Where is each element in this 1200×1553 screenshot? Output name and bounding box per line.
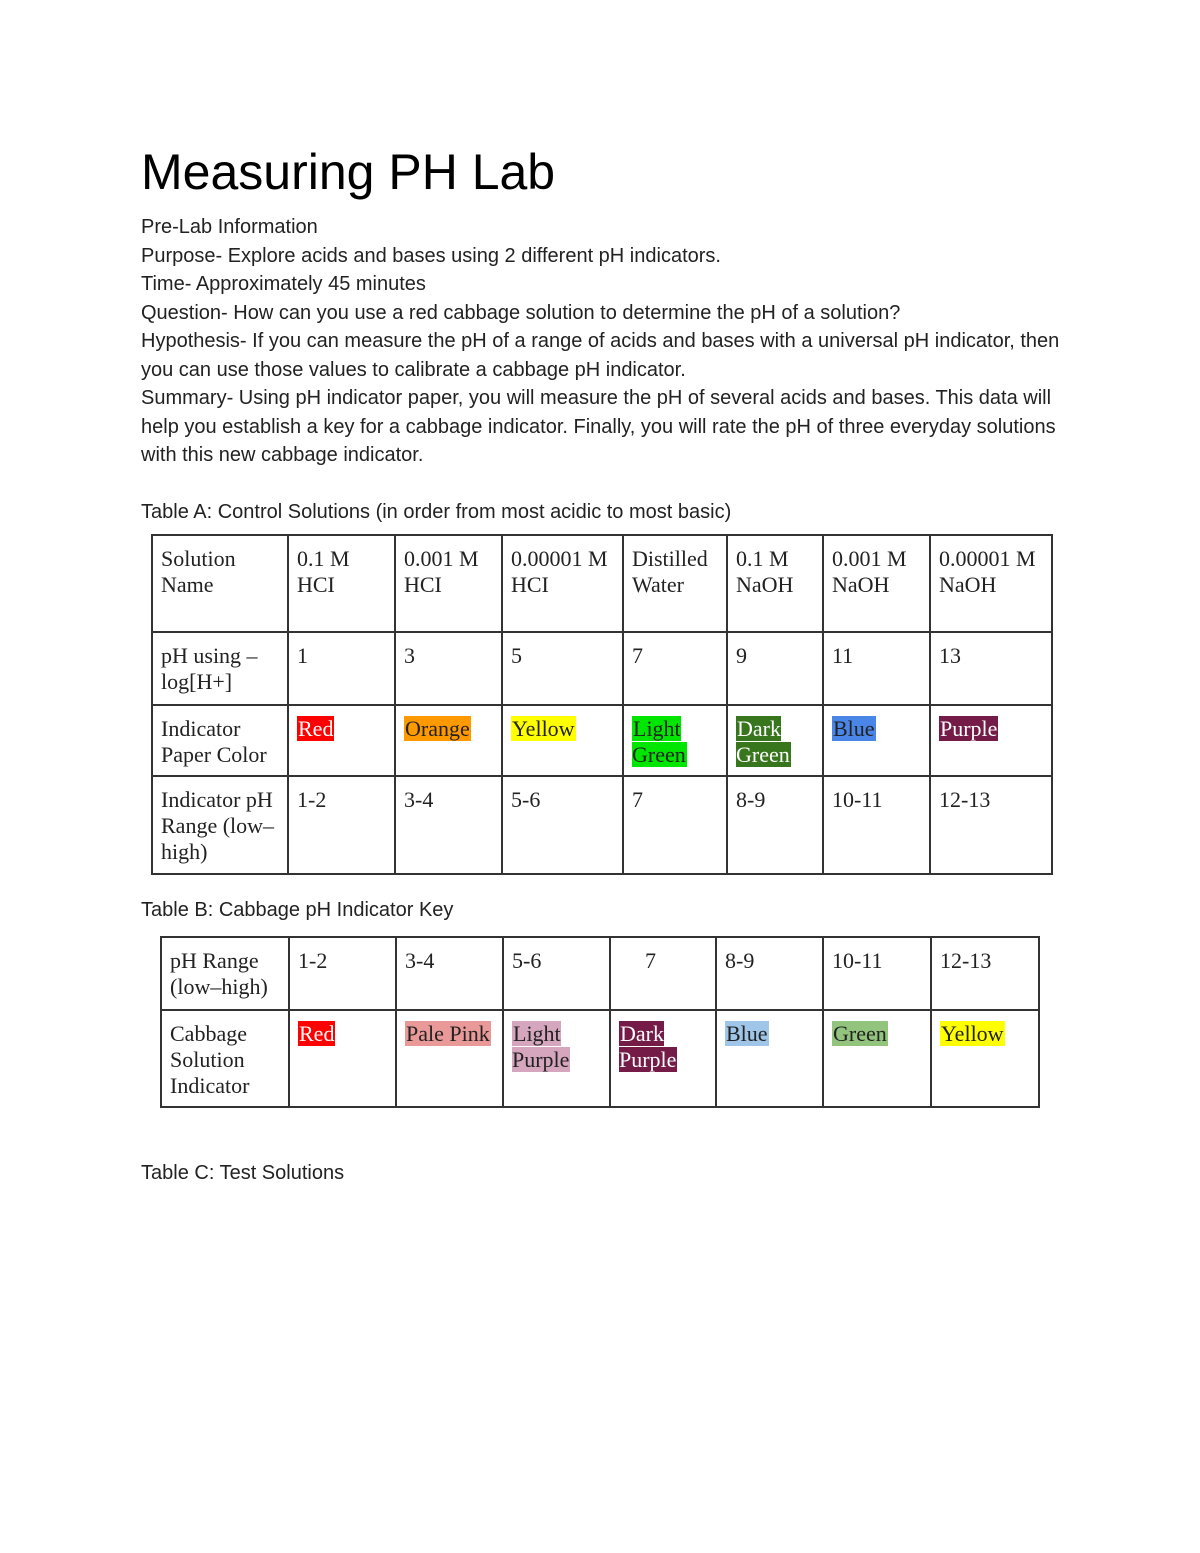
color-cell — [396, 1010, 503, 1107]
range-cell: 3-4 — [395, 776, 502, 874]
row-solution-name — [152, 535, 1052, 632]
solution-cell: 0.1 M NaOH — [727, 535, 823, 632]
color-cell — [503, 1010, 610, 1107]
color-cell — [395, 705, 502, 776]
range-cell: 1-2 — [289, 937, 396, 1010]
range-cell: 5-6 — [503, 937, 610, 1010]
color-swatch-label: Red — [298, 716, 334, 741]
color-swatch-label: Orange — [405, 716, 470, 741]
row-cabbage-indicator — [161, 1010, 1039, 1107]
range-cell: 7 — [623, 776, 727, 874]
row-ph-value — [152, 632, 1052, 705]
solution-cell: 0.001 M HCI — [395, 535, 502, 632]
range-cell: 10-11 — [823, 937, 931, 1010]
ph-cell: 1 — [288, 632, 395, 705]
color-swatch-label: Blue — [726, 1021, 768, 1046]
range-cell: 12-13 — [930, 776, 1052, 874]
color-cell — [931, 1010, 1039, 1107]
color-cell — [623, 705, 727, 776]
color-swatch-label: Light Purple — [512, 1021, 570, 1072]
table-b-cabbage-key — [160, 936, 1040, 1108]
color-swatch-label: Red — [299, 1021, 335, 1046]
color-swatch-label: Yellow — [941, 1021, 1004, 1046]
color-swatch-label: Pale Pink — [406, 1021, 490, 1046]
row-label: pH Range (low–high) — [161, 937, 289, 1010]
row-indicator-paper-color — [152, 705, 1052, 776]
ph-cell: 13 — [930, 632, 1052, 705]
question-text: Question- How can you use a red cabbage solution to determine the pH of a solution? — [141, 301, 901, 324]
color-swatch-label: Light Green — [632, 716, 686, 767]
row-label: Indicator pH Range (low–high) — [152, 776, 288, 874]
table-b-caption: Table B: Cabbage pH Indicator Key — [141, 899, 454, 921]
color-cell — [716, 1010, 823, 1107]
color-cell — [288, 705, 395, 776]
time-text: Time- Approximately 45 minutes — [141, 273, 426, 295]
color-cell — [823, 705, 930, 776]
hypothesis-text: Hypothesis- If you can measure the pH of a range of acids and bases with a universal pH indicator, then you can use those values to calibrate a cabbage pH indicator. — [141, 330, 1060, 381]
ph-cell: 7 — [623, 632, 727, 705]
row-label: Cabbage Solution Indicator — [161, 1010, 289, 1107]
solution-cell: Distilled Water — [623, 535, 727, 632]
color-cell — [823, 1010, 931, 1107]
table-c-caption: Table C: Test Solutions — [141, 1162, 345, 1184]
solution-cell: 0.00001 M NaOH — [930, 535, 1052, 632]
row-label: pH using –log[H+] — [152, 632, 288, 705]
color-swatch-label: Dark Green — [736, 716, 790, 767]
range-cell: 8-9 — [716, 937, 823, 1010]
range-cell: 8-9 — [727, 776, 823, 874]
solution-cell: 0.00001 M HCI — [502, 535, 623, 632]
color-cell — [502, 705, 623, 776]
color-cell — [727, 705, 823, 776]
color-cell — [610, 1010, 716, 1107]
color-cell — [289, 1010, 396, 1107]
row-indicator-ph-range — [152, 776, 1052, 874]
page-title: Measuring PH Lab — [141, 144, 556, 200]
color-swatch-label: Dark Purple — [619, 1021, 677, 1072]
table-a-control-solutions — [151, 534, 1053, 875]
solution-cell: 0.1 M HCI — [288, 535, 395, 632]
range-cell: 5-6 — [502, 776, 623, 874]
row-label: Indicator Paper Color — [152, 705, 288, 776]
color-swatch-label: Yellow — [512, 716, 575, 741]
purpose-text: Purpose- Explore acids and bases using 2 different pH indicators. — [141, 244, 721, 267]
row-label: Solution Name — [152, 535, 288, 632]
range-cell: 7 — [610, 937, 716, 1010]
range-cell: 12-13 — [931, 937, 1039, 1010]
color-cell — [930, 705, 1052, 776]
range-cell: 1-2 — [288, 776, 395, 874]
solution-cell: 0.001 M NaOH — [823, 535, 930, 632]
range-cell: 3-4 — [396, 937, 503, 1010]
color-swatch-label: Purple — [940, 716, 998, 741]
ph-cell: 9 — [727, 632, 823, 705]
prelab-heading: Pre-Lab Information — [141, 216, 318, 238]
ph-cell: 3 — [395, 632, 502, 705]
prelab-section — [141, 213, 1061, 470]
ph-cell: 5 — [502, 632, 623, 705]
ph-cell: 11 — [823, 632, 930, 705]
range-cell: 10-11 — [823, 776, 930, 874]
table-a-caption: Table A: Control Solutions (in order from most acidic to most basic) — [141, 501, 732, 523]
row-ph-range — [161, 937, 1039, 1010]
color-swatch-label: Blue — [833, 716, 875, 741]
summary-text: Summary- Using pH indicator paper, you will measure the pH of several acids and bases. This data will help you establish a key for a cabbage indicator. Finally, you will rate the pH of three everyday solutions with this new cabbage indicator. — [141, 387, 1056, 466]
color-swatch-label: Green — [833, 1021, 887, 1046]
